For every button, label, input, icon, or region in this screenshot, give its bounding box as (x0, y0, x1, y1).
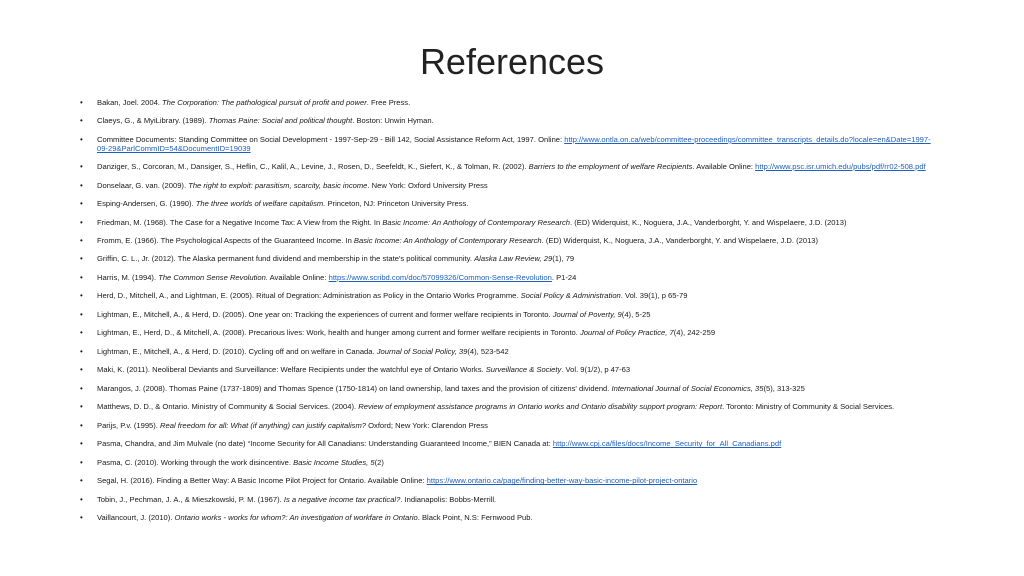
reference-item (80, 440, 940, 449)
reference-title: International Journal of Social Economics, 35 (611, 383, 764, 393)
reference-text: Marangos, J. (2008). Thomas Paine (1737-1809) and Thomas Spence (1750-1814) on land ownership, land taxes and the provision of citizens' dividend. (97, 383, 612, 393)
reference-text: Friedman, M. (1968). The Case for a Negative Income Tax: A View from the Right. In (97, 217, 383, 227)
reference-item (80, 237, 940, 246)
reference-item (80, 136, 940, 153)
reference-item (80, 477, 940, 486)
reference-item (80, 329, 940, 338)
reference-text: Herd, D., Mitchell, A., and Lightman, E. (2005). Ritual of Degration: Administration as Policy in the Ontario Works Programme. (97, 291, 521, 301)
reference-text: Danziger, S., Corcoran, M., Dansiger, S., Heflin, C., Kalil, A., Levine, J., Rosen, D., Seefeldt, K., Siefert, K., & Tolman, R. (2002). (97, 162, 529, 172)
reference-text: . Boston: Unwin Hyman. (352, 116, 434, 126)
reference-text: (2) (374, 457, 384, 467)
reference-text: . New York: Oxford University Press (367, 180, 488, 190)
reference-title: Social Policy & Administration (520, 291, 621, 301)
reference-text: . Vol. 9(1/2), p 47-63 (561, 365, 631, 375)
reference-text: Lightman, E., Mitchell, A., & Herd, D. (2005). One year on: Tracking the experiences of current and former welfare recipients in Toronto. (97, 309, 553, 319)
reference-text: Pasma, Chandra, and Jim Mulvale (no date) “Income Security for All Canadians: Understanding Guaranteed Income,” BIEN Canada at: (97, 439, 553, 449)
reference-text: Parijs, P.v. (1995). (97, 420, 161, 430)
reference-text: Committee Documents: Standing Committee on Social Development - 1997-Sep-29 - Bill 142, Social Assistance Reform Act, 1997. Online: (97, 134, 565, 144)
reference-text: (4), 242-259 (673, 328, 716, 338)
reference-text: (4), 523-542 (467, 346, 509, 356)
reference-link[interactable]: http://www.psc.isr.umich.edu/pubs/pdf/rr02-508.pdf (755, 162, 926, 172)
reference-item (80, 496, 940, 505)
reference-item (80, 219, 940, 228)
reference-title: The Corporation: The pathological pursuit of profit and power (162, 98, 367, 107)
reference-text: (1), 79 (552, 254, 575, 264)
reference-item (80, 366, 940, 375)
reference-item (80, 348, 940, 357)
reference-item (80, 459, 940, 468)
reference-text: Lightman, E., Mitchell, A., & Herd, D. (2010). Cycling off and on welfare in Canada. (97, 346, 377, 356)
reference-link[interactable]: http://www.ontla.on.ca/web/committee-proceedings/committee_transcripts_details.do?locale=en&Date=1997-09-29&ParlCommID=54&DocumentID=19039 (97, 134, 931, 153)
reference-item (80, 422, 940, 431)
reference-text: Fromm, E. (1966). The Psychological Aspects of the Guaranteed Income. In (97, 235, 354, 245)
reference-link[interactable]: https://www.ontario.ca/page/finding-better-way-basic-income-pilot-project-ontario (426, 476, 698, 486)
reference-link[interactable]: http://www.cpj.ca/files/docs/Income_Security_for_All_Canadians.pdf (552, 439, 782, 449)
reference-text: . Available Online: (692, 162, 756, 172)
reference-text: Lightman, E., Herd, D., & Mitchell, A. (2008). Precarious lives: Work, health and hunger among current and former welfare recipients in Toronto. (97, 328, 580, 338)
reference-title: Journal of Social Policy, 39 (376, 346, 468, 356)
reference-text: Esping-Andersen, G. (1990). (97, 199, 196, 209)
reference-link[interactable]: https://www.scribd.com/doc/57099326/Common-Sense-Revolution (328, 272, 552, 282)
reference-item (80, 200, 940, 209)
reference-text: . (ED) Widerquist, K., Noguera, J.A., Vanderborght, Y. and Wispelaere, J.D. (2013) (570, 217, 847, 227)
reference-text: . P1-24 (551, 272, 577, 282)
reference-item (80, 311, 940, 320)
reference-text: Donselaar, G. van. (2009). (97, 180, 189, 190)
reference-text: . Indianapolis: Bobbs-Merrill. (400, 494, 497, 504)
reference-text: Tobin, J., Pechman, J. A., & Mieszkowski, P. M. (1967). (97, 494, 284, 504)
reference-text: Harris, M. (1994). (97, 272, 159, 282)
reference-text: Matthews, D. D., & Ontario. Ministry of Community & Social Services. (2004). (97, 402, 359, 412)
reference-item (80, 99, 940, 108)
reference-text: . Toronto: Ministry of Community & Social Services. (722, 402, 895, 412)
reference-text: (4), 5-25 (621, 309, 651, 319)
reference-title: Basic Income: An Anthology of Contemporary Research (382, 217, 571, 227)
reference-title: Alaska Law Review, 29 (474, 254, 553, 264)
reference-title: Basic Income Studies, 5 (293, 457, 375, 467)
reference-title: The three worlds of welfare capitalism. (195, 199, 326, 209)
reference-item (80, 403, 940, 412)
reference-title: Is a negative income tax practical? (283, 494, 401, 504)
reference-text: Claeys, G., & MyiLibrary. (1989). (97, 116, 209, 126)
reference-text: (5), 313-325 (763, 383, 805, 393)
reference-text: Oxford; New York: Clarendon Press (366, 420, 488, 430)
reference-item (80, 514, 940, 523)
reference-title: Basic Income: An Anthology of Contemporary Research (353, 235, 542, 245)
reference-title: The Common Sense Revolution. (158, 272, 268, 282)
reference-text: . Free Press. (366, 98, 411, 107)
reference-text: Princeton, NJ: Princeton University Press. (325, 199, 469, 209)
reference-title: Thomas Paine: Social and political thought (208, 116, 353, 126)
reference-title: Real freedom for all: What (if anything) can justify capitalism? (160, 420, 366, 430)
reference-item (80, 117, 940, 126)
reference-text: . Black Point, N.S: Fernwood Pub. (417, 513, 533, 523)
reference-text: Pasma, C. (2010). Working through the work disincentive. (97, 457, 294, 467)
reference-text: Bakan, Joel. 2004. (97, 98, 163, 107)
reference-title: The right to exploit: parasitism, scarcity, basic income (188, 180, 368, 190)
reference-text: Vaillancourt, J. (2010). (97, 513, 175, 523)
reference-item (80, 182, 940, 191)
reference-item (80, 274, 940, 283)
reference-title: Surveillance & Society (485, 365, 562, 375)
reference-text: . (ED) Widerquist, K., Noguera, J.A., Vanderborght, Y. and Wispelaere, J.D. (2013) (541, 235, 819, 245)
reference-item (80, 385, 940, 394)
reference-title: Review of employment assistance programs in Ontario works and Ontario disability support program: Report (358, 402, 723, 412)
reference-item (80, 255, 940, 264)
reference-text: Maki, K. (2011). Neoliberal Deviants and Surveillance: Welfare Recipients under the watchful eye of Ontario Works. (97, 365, 486, 375)
reference-title: Ontario works - works for whom?: An investigation of workfare in Ontario (174, 513, 418, 523)
reference-text: . Vol. 39(1), p 65-79 (620, 291, 688, 301)
reference-title: Barriers to the employment of welfare Recipients (528, 162, 693, 172)
reference-text: Segal, H. (2016). Finding a Better Way: A Basic Income Pilot Project for Ontario. Available Online: (97, 476, 427, 486)
reference-title: Journal of Policy Practice, 7 (580, 328, 674, 338)
reference-item (80, 292, 940, 301)
reference-item (80, 163, 940, 172)
reference-list (80, 99, 940, 533)
reference-title: Journal of Poverty, 9 (552, 309, 622, 319)
reference-text: Available Online: (267, 272, 329, 282)
reference-text: Griffin, C. L., Jr. (2012). The Alaska permanent fund dividend and membership in the state's political community. (97, 254, 475, 264)
slide-title: References (419, 41, 605, 82)
